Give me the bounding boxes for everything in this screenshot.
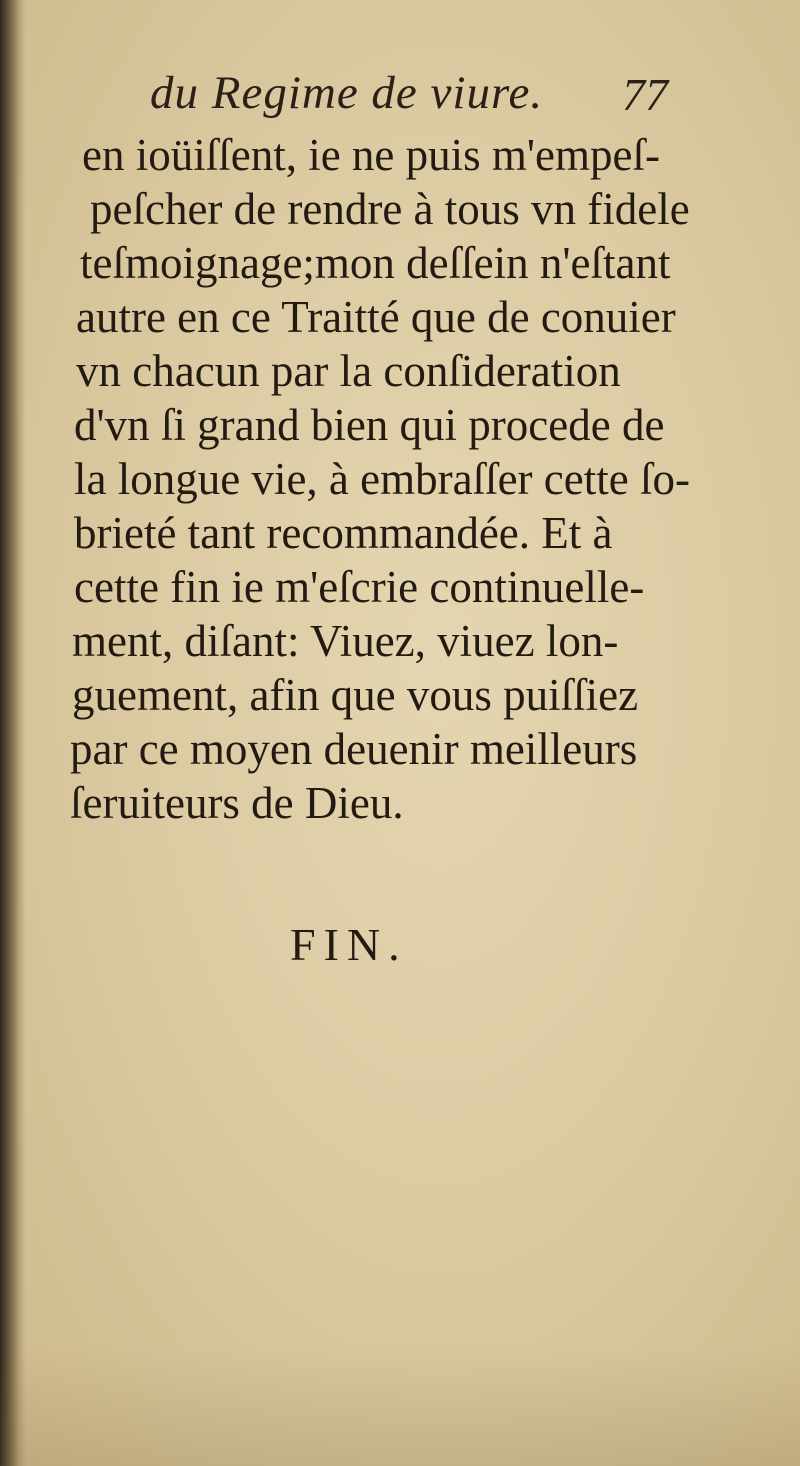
- text-line: vn chacun par la conſideration: [76, 346, 621, 396]
- text-line: teſmoignage;mon deſſein n'eſtant: [80, 238, 671, 288]
- text-line: ment, diſant: Viuez, viuez lon-: [72, 616, 619, 666]
- text-line: autre en ce Traitté que de conuier: [76, 292, 676, 342]
- end-mark: FIN.: [290, 919, 408, 970]
- page-number: 77: [622, 69, 668, 120]
- text-line: la longue vie, à embraſſer cette ſo-: [74, 454, 690, 504]
- body-text: [60, 128, 760, 830]
- text-line: d'vn ſi grand bien qui procede de: [74, 400, 665, 450]
- running-head: [150, 66, 710, 136]
- text-line: peſcher de rendre à tous vn fidele: [90, 184, 690, 234]
- text-line: en ioüiſſent, ie ne puis m'empeſ-: [82, 130, 660, 180]
- text-line: brieté tant recommandée. Et à: [74, 508, 613, 558]
- page-binding-edge: [0, 0, 26, 1466]
- text-line: guement, afin que vous puiſſiez: [72, 670, 639, 720]
- text-line: ſeruiteurs de Dieu.: [70, 778, 404, 828]
- page-bottom-shade: [0, 1346, 800, 1466]
- running-title: du Regime de viure.: [150, 67, 544, 119]
- text-line: cette fin ie m'eſcrie continuelle-: [74, 562, 645, 612]
- text-line: par ce moyen deuenir meilleurs: [70, 724, 638, 774]
